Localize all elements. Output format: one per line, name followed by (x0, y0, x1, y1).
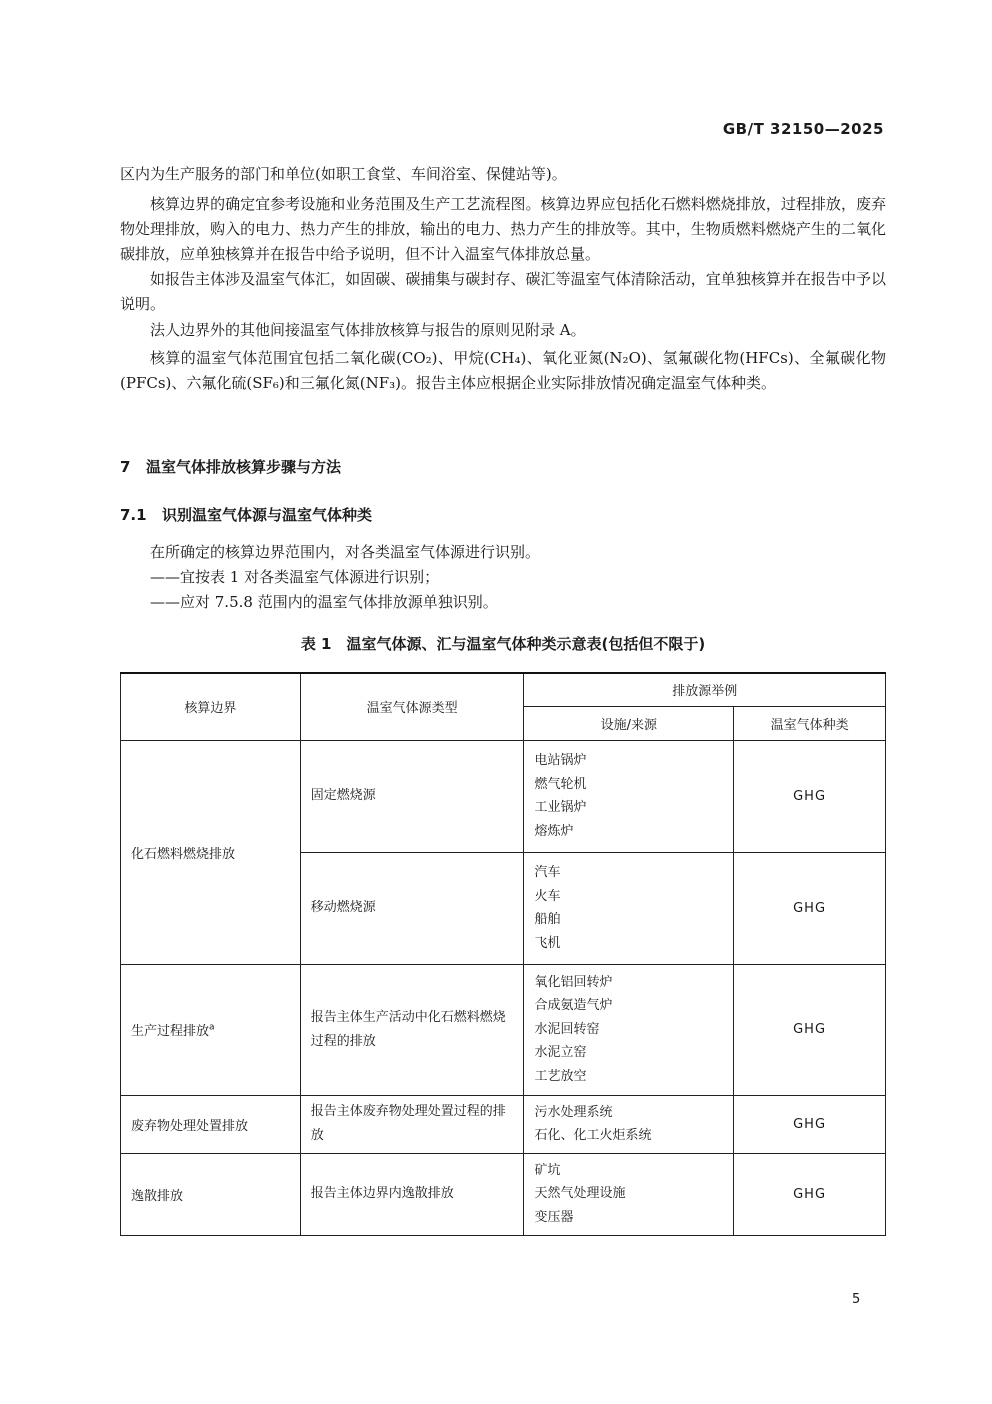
list-item: ——宜按表 1 对各类温室气体源进行识别； (150, 568, 440, 586)
table-row (121, 1153, 886, 1235)
paragraph-1: 区内为生产服务的部门和单位(如职工食堂、车间浴室、保健站等)。 (120, 165, 567, 183)
table-row (121, 964, 886, 1095)
source-type-cell: 报告主体废弃物处理处置过程的排放 (300, 1095, 524, 1153)
gas-cell: GHG (734, 1153, 886, 1235)
facility-item: 船舶 (534, 912, 561, 927)
facility-item: 工艺放空 (534, 1068, 587, 1084)
header-gas: 温室气体种类 (734, 706, 886, 740)
facility-cell (524, 852, 734, 964)
boundary-cell (121, 964, 301, 1095)
section-7-1-heading (120, 504, 372, 525)
paragraph-4: 法人边界外的其他间接温室气体排放核算与报告的原则见附录 A。 (150, 321, 586, 339)
paragraph-3: 如报告主体涉及温室气体汇，如固碳、碳捕集与碳封存、碳汇等温室气体清除活动，宜单独核算并在报告中予以说明。 (120, 270, 886, 313)
facility-cell (524, 740, 734, 852)
boundary-text: 生产过程排放 (131, 1024, 210, 1039)
table-row (121, 1095, 886, 1153)
facility-item: 矿坑 (534, 1162, 561, 1178)
source-type-cell: 固定燃烧源 (300, 740, 524, 852)
header-boundary: 核算边界 (121, 673, 301, 740)
facility-cell (524, 1095, 734, 1153)
facility-item: 氧化铝回转炉 (534, 974, 613, 990)
facility-item: 汽车 (534, 865, 561, 880)
facility-item: 变压器 (534, 1209, 574, 1225)
table-row (121, 740, 886, 852)
facility-cell (524, 964, 734, 1095)
facility-item: 燃气轮机 (534, 776, 587, 792)
facility-item: 飞机 (534, 935, 561, 951)
gas-cell: GHG (734, 740, 886, 852)
boundary-cell: 废弃物处理处置排放 (121, 1095, 301, 1153)
header-source-type: 温室气体源类型 (300, 673, 524, 740)
source-type-cell: 移动燃烧源 (300, 852, 524, 964)
header-facility: 设施/来源 (524, 706, 734, 740)
facility-item: 天然气处理设施 (534, 1186, 626, 1202)
gas-cell: GHG (734, 1095, 886, 1153)
emission-source-table (120, 672, 886, 1236)
section-title: 温室气体排放核算步骤与方法 (146, 458, 342, 476)
source-type-cell: 报告主体生产活动中化石燃料燃烧过程的排放 (300, 964, 524, 1095)
facility-item: 火车 (534, 888, 561, 904)
paragraph-5: 核算的温室气体范围宜包括二氧化碳(CO₂)、甲烷(CH₄)、氧化亚氮(N₂O)、氢氟碳化物(HFCs)、全氟碳化物(PFCs)、六氟化硫(SF₆)和三氟化氮(NF₃)。报告主体应根据企业实际排放情况确定温室气体种类。 (120, 349, 886, 392)
facility-item: 水泥回转窑 (534, 1021, 600, 1037)
section-title: 识别温室气体源与温室气体种类 (162, 506, 373, 524)
standard-code: GB/T 32150—2025 (722, 120, 884, 138)
section-7-1-intro: 在所确定的核算边界范围内，对各类温室气体源进行识别。 (150, 543, 541, 561)
facility-item: 水泥立窑 (534, 1045, 587, 1061)
list-item: ——应对 7.5.8 范围内的温室气体排放源单独识别。 (150, 593, 498, 611)
section-7-heading (120, 456, 341, 477)
source-type-cell: 报告主体边界内逸散排放 (300, 1153, 524, 1235)
section-number: 7 (120, 458, 131, 476)
facility-item: 熔炼炉 (534, 823, 574, 839)
boundary-cell: 化石燃料燃烧排放 (121, 740, 301, 964)
facility-cell (524, 1153, 734, 1235)
gas-cell: GHG (734, 964, 886, 1095)
facility-item: 合成氨造气炉 (534, 998, 613, 1014)
section-number: 7.1 (120, 506, 147, 524)
facility-item: 工业锅炉 (534, 800, 587, 815)
footnote-marker: a (209, 1022, 215, 1033)
header-examples: 排放源举例 (524, 673, 886, 706)
gas-cell: GHG (734, 852, 886, 964)
facility-item: 电站锅炉 (534, 753, 587, 768)
paragraph-2: 核算边界的确定宜参考设施和业务范围及生产工艺流程图。核算边界应包括化石燃料燃烧排放，过程排放，废弃物处理排放，购入的电力、热力产生的排放，输出的电力、热力产生的排放等。其中，生物质燃料燃烧产生的二氧化碳排放，应单独核算并在报告中给予说明，但不计入温室气体排放总量。 (120, 195, 886, 263)
facility-item: 石化、化工火炬系统 (534, 1128, 652, 1143)
boundary-cell: 逸散排放 (121, 1153, 301, 1235)
page-number: 5 (852, 1292, 861, 1307)
table-caption: 表 1 温室气体源、汇与温室气体种类示意表(包括但不限于) (300, 635, 706, 653)
facility-item: 污水处理系统 (534, 1104, 613, 1120)
